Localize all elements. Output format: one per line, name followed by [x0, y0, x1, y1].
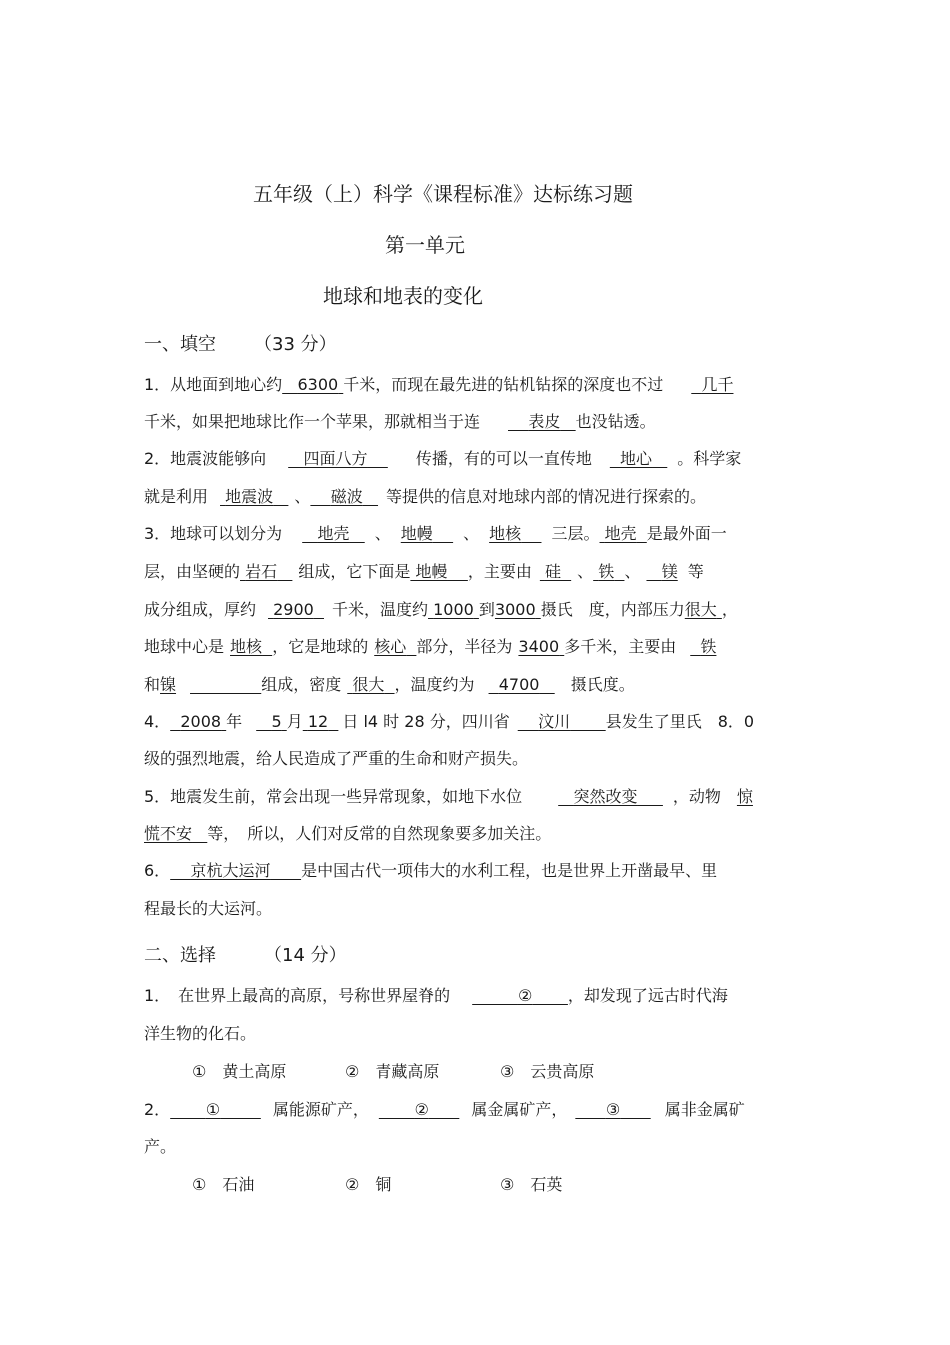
- unit-subtitle: 地球和地表的变化: [323, 284, 483, 308]
- choice1-option-1: ① 黄土高原: [192, 1062, 287, 1081]
- choice2-text: 属金属矿产，: [471, 1100, 568, 1119]
- q2-text: 等提供的信息对地球内部的情况进行探索的。: [386, 487, 707, 506]
- choice2-text: 产。: [144, 1137, 177, 1156]
- choice2-option-1: ① 石油: [192, 1175, 255, 1194]
- answer-blank: ②: [414, 1100, 429, 1119]
- answer-blank: 四面八方: [303, 449, 368, 468]
- answer-blank: 地核: [230, 637, 263, 656]
- answer-blank: 很大: [684, 600, 717, 619]
- q3-text: 多千米，主要由: [564, 637, 677, 656]
- q1-line1: [144, 371, 809, 399]
- q3-line4: [144, 633, 809, 661]
- q3-text: ，温度约为: [394, 675, 475, 694]
- answer-blank: 突然改变: [573, 787, 638, 806]
- q3-text: 是最外面一: [646, 524, 727, 543]
- q3-text: 组成，密度: [261, 675, 342, 694]
- q1-text: 千米，而现在最先进的钻机钻探的深度也不过: [343, 375, 664, 394]
- answer-blank: [190, 675, 261, 694]
- q3-text: 摄氏度。: [570, 675, 635, 694]
- q3-text: 三层。: [551, 524, 600, 543]
- answer-blank: 3400: [518, 637, 560, 656]
- answer-blank: 3000: [494, 600, 536, 619]
- q3-text: 成分组成，厚约: [144, 600, 257, 619]
- q2-line2: [144, 483, 809, 511]
- answer-blank: 地核: [489, 524, 522, 543]
- answer-blank: 1000: [433, 600, 474, 619]
- answer-blank: 岩石: [245, 562, 278, 581]
- q4-line2: [144, 745, 809, 773]
- q3-line3: 成分组成，厚约 2900 千米，温度约 1000 到3000 摄氏 度，内部压力很大 ，: [144, 600, 738, 619]
- answer-blank: 几千: [701, 375, 734, 394]
- choice1-option-3: ③ 云贵高原: [500, 1062, 595, 1081]
- q3-line1: 3．地球可以划分为 地壳 、 地幔 、 地核 三层。 地壳 是最外面一: [144, 524, 727, 543]
- choice1-text: ，却发现了远古时代海: [567, 986, 728, 1005]
- choice1-line1: [144, 982, 809, 1010]
- answer-blank: 地壳: [604, 524, 637, 543]
- choice1-text: 1． 在世界上最高的高原，号称世界屋脊的: [144, 986, 451, 1005]
- answer-blank: 地幔: [415, 562, 448, 581]
- q4-text: 日 l4 时 28 分，四川省: [342, 712, 510, 731]
- answer-blank: 磁波: [330, 487, 363, 506]
- q6-line1: 6． 京杭大运河 是中国古代一项伟大的水利工程，也是世界上开凿最早、里: [144, 861, 718, 880]
- q3-text: 层，由坚硬的: [144, 562, 241, 581]
- q3-text: 和: [144, 675, 161, 694]
- unit-heading: 第一单元: [385, 233, 465, 257]
- q5-text: ，动物: [672, 787, 721, 806]
- answer-blank: 汶川: [538, 712, 571, 731]
- q3-text: ，主要由: [467, 562, 532, 581]
- q2-text: 传播，有的可以一直传地: [415, 449, 592, 468]
- q3-text: 组成，它下面是: [298, 562, 411, 581]
- q3-text: 部分，半径为: [416, 637, 513, 656]
- answer-blank: 2900: [273, 600, 314, 619]
- answer-blank: 核心: [374, 637, 407, 656]
- q2-text: 。科学家: [677, 449, 742, 468]
- q2-text: 2．地震波能够向: [144, 449, 267, 468]
- answer-blank: 惊: [736, 787, 753, 806]
- answer-blank: 12: [307, 712, 329, 731]
- choice2-line1: 2． ① 属能源矿产， ② 属金属矿产， ③ 属非金属矿: [144, 1100, 745, 1119]
- q4-text: 级的强烈地震，给人民造成了严重的生命和财产损失。: [144, 749, 529, 768]
- q4-text: 县发生了里氏 8．0: [605, 712, 755, 731]
- q3-text: 等: [687, 562, 704, 581]
- answer-blank: 表皮: [528, 412, 561, 431]
- q4-line1: 4． 2008 年 5 月 12 日 l4 时 28 分，四川省 汶川 县发生了里氏 8．0: [144, 712, 755, 731]
- choice2-text: 属能源矿产，: [272, 1100, 369, 1119]
- choice1-text: 洋生物的化石。: [144, 1024, 257, 1043]
- q6-line2: [144, 895, 809, 923]
- q5-text: 等， 所以，人们对反常的自然现象要多加关注。: [207, 824, 552, 843]
- q3-line2: 层，由坚硬的 岩石 组成，它下面是 地幔 ，主要由 硅 、 铁 、 镁 等: [144, 562, 704, 581]
- q1-text: 千米，如果把地球比作一个苹果，那就相当于连: [144, 412, 481, 431]
- q1-line2: [144, 408, 809, 436]
- q3-text: 摄氏 度，内部压力: [540, 600, 685, 619]
- q5-line1: [144, 783, 809, 811]
- section-fill-in-heading: [144, 330, 337, 356]
- answer-blank: 镁: [661, 562, 678, 581]
- q1-text: 1．从地面到地心约: [144, 375, 283, 394]
- section-score: （14 分）: [264, 945, 347, 966]
- answer-blank: 6300: [297, 375, 339, 394]
- answer-blank: 慌不安: [144, 824, 193, 843]
- q3-text: ，它是地球的: [272, 637, 369, 656]
- choice2-text: 属非金属矿: [664, 1100, 745, 1119]
- q1-text: 也没钻透。: [575, 412, 656, 431]
- section-label: 二、选择: [144, 945, 216, 966]
- answer-blank: 地壳: [317, 524, 350, 543]
- q2-text: 、: [294, 487, 311, 506]
- q2-text: 就是利用: [144, 487, 209, 506]
- choice1-option-2: ② 青藏高原: [345, 1062, 440, 1081]
- choice1-line2: [144, 1020, 809, 1048]
- q3-text: 千米，温度约: [332, 600, 429, 619]
- answer-blank: ①: [205, 1100, 221, 1119]
- answer-blank: 地心: [620, 449, 653, 468]
- q6-text: 程最长的大运河。: [144, 899, 273, 918]
- section-choice-heading: [144, 941, 347, 967]
- answer-blank: 铁: [700, 637, 717, 656]
- answer-blank: 4700: [498, 675, 540, 694]
- answer-blank: ②: [517, 986, 533, 1005]
- answer-blank: 2008: [180, 712, 222, 731]
- answer-blank: ③: [605, 1100, 621, 1119]
- q2-line1: [144, 445, 809, 473]
- q5-line2: [144, 820, 809, 848]
- answer-blank: 京杭大运河: [190, 861, 271, 880]
- choice2-option-3: ③ 石英: [500, 1175, 563, 1194]
- answer-blank: 地幔: [400, 524, 433, 543]
- section-score: （33 分）: [254, 334, 337, 355]
- answer-blank: 很大: [352, 675, 385, 694]
- answer-blank: 镍: [160, 675, 177, 694]
- choice2-line2: [144, 1133, 809, 1161]
- q3-line5: [144, 671, 809, 699]
- q5-text: 5．地震发生前，常会出现一些异常现象，如地下水位: [144, 787, 523, 806]
- q6-text: 是中国古代一项伟大的水利工程，也是世界上开凿最早、里: [301, 861, 718, 880]
- document-title: 五年级（上）科学《课程标准》达标练习题: [253, 182, 633, 206]
- answer-blank: 地震波: [225, 487, 274, 506]
- q3-text: 地球中心是: [144, 637, 225, 656]
- answer-blank: 铁: [598, 562, 615, 581]
- q3-text: 3．地球可以划分为: [144, 524, 283, 543]
- answer-blank: 硅: [544, 562, 561, 581]
- choice2-option-2: ② 铜: [345, 1175, 392, 1194]
- answer-blank: 5: [271, 712, 282, 731]
- section-label: 一、填空: [144, 334, 216, 355]
